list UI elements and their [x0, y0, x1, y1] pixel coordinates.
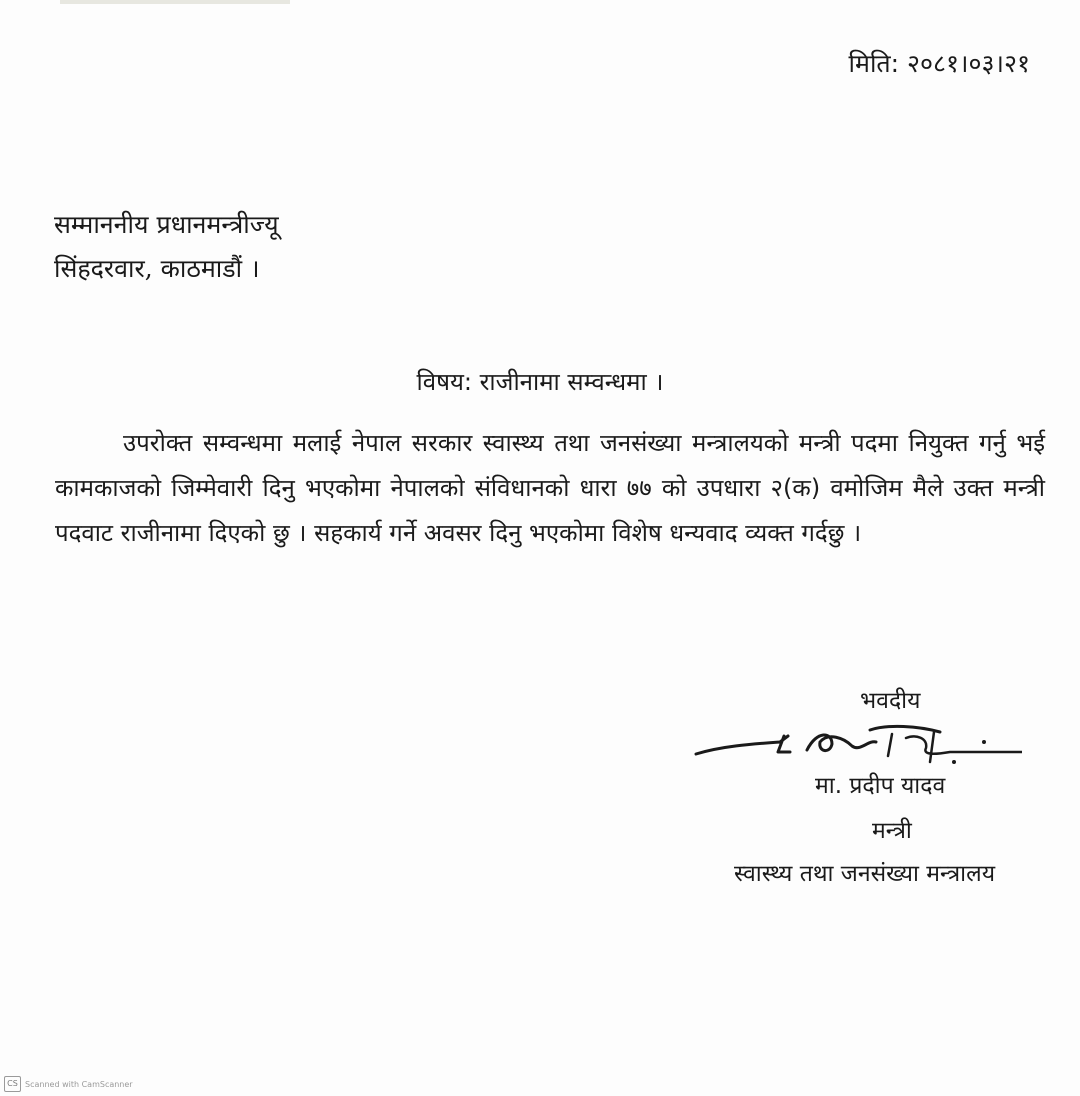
addressee-line-2: सिंहदरवार, काठमाडौं । [54, 254, 260, 283]
addressee-line-1: सम्माननीय प्रधानमन्त्रीज्यू [54, 210, 279, 239]
letter-body-text: उपरोक्त सम्वन्धमा मलाई नेपाल सरकार स्वास्थ्य तथा जनसंख्या मन्त्रालयको मन्त्री पदमा नियुक्त गर्नु भई कामकाजको जिम्मेवारी दिनु भएकोमा नेपालको संविधानको धारा ७७ को उपधारा २(क) वमोजिम मैले उक्त मन्त्री पदवाट राजीनामा दिएको छु । सहकार्य गर्ने अवसर दिनु भएकोमा विशेष धन्यवाद व्यक्त गर्दछु । [55, 429, 1045, 547]
signer-name: मा. प्रदीप यादव [815, 773, 946, 799]
letter-subject: विषय: राजीनामा सम्वन्धमा । [416, 368, 664, 396]
scanner-watermark [4, 1076, 133, 1092]
signer-ministry: स्वास्थ्य तथा जनसंख्या मन्त्रालय [734, 861, 996, 887]
camscanner-logo-icon: CS [4, 1076, 21, 1092]
watermark-text: Scanned with CamScanner [25, 1079, 133, 1089]
scan-smudge [60, 0, 290, 4]
letter-body-paragraph [55, 421, 1045, 556]
letter-date: मिति: २०८१।०३।२१ [848, 49, 1030, 78]
handwritten-signature [692, 722, 1022, 772]
signer-title: मन्त्री [872, 818, 912, 844]
letter-closing: भवदीय [860, 688, 921, 714]
addressee-block [54, 203, 279, 291]
